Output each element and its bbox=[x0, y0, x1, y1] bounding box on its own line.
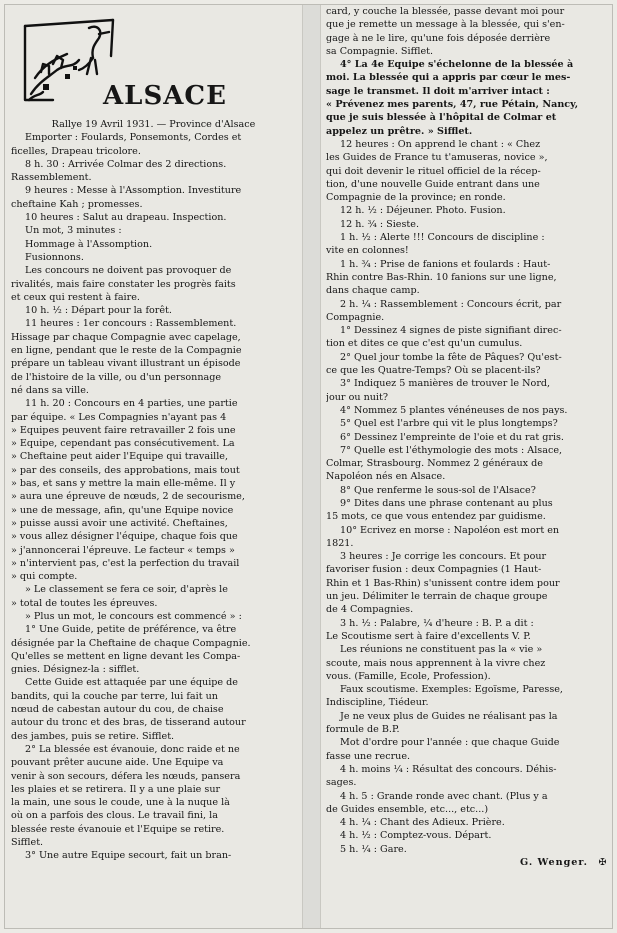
text-line: » vous allez désigner l'équipe, chaque fois que bbox=[11, 531, 238, 543]
column-gutter bbox=[302, 5, 321, 928]
text-line: 2° La blessée est évanouie, donc raide et ne bbox=[25, 743, 240, 755]
text-line: 2 h. ¼ : Rassemblement : Concours écrit, par bbox=[340, 298, 562, 310]
text-line: Rhin et 1 Bas-Rhin) s'unissent contre idem pour bbox=[326, 577, 560, 589]
text-line: que je remette un message à la blessée, qui s'en- bbox=[326, 19, 565, 31]
cross-icon: ✠ bbox=[598, 857, 607, 868]
text-line: gage à ne le lire, qu'une fois déposée derrière bbox=[326, 32, 551, 44]
text-line: 5° Quel est l'arbre qui vit le plus longtemps? bbox=[340, 418, 558, 430]
text-line: » Equipes peuvent faire retravailler 2 fois une bbox=[11, 424, 236, 436]
text-line: pouvant prêter aucune aide. Une Equipe va bbox=[11, 757, 224, 769]
text-line: prépare un tableau vivant illustrant un épisode bbox=[11, 358, 241, 370]
right-column bbox=[320, 5, 612, 928]
text-line: Un mot, 3 minutes : bbox=[25, 225, 122, 237]
logo-word: ALSACE bbox=[103, 81, 227, 111]
text-line: » Equipe, cependant pas consécutivement. La bbox=[11, 438, 235, 450]
text-line: Colmar, Strasbourg. Nommez 2 généraux de bbox=[326, 458, 543, 470]
text-line: » aura une épreuve de nœuds, 2 de secourisme, bbox=[11, 491, 245, 503]
text-line: formule de B.P. bbox=[326, 724, 400, 736]
text-line: Compagnie. bbox=[326, 311, 385, 323]
text-line: en ligne, pendant que le reste de la Compagnie bbox=[11, 345, 242, 357]
text-line: tion et dites ce que c'est qu'un cumulus. bbox=[326, 338, 523, 350]
text-line: rivalités, mais faire constater les progrès faits bbox=[11, 278, 236, 290]
text-line: venir à son secours, défera les nœuds, pansera bbox=[11, 770, 241, 782]
text-line: moi. La blessée qui a appris par cœur le mes- bbox=[326, 72, 571, 84]
text-line: » j'annoncerai l'épreuve. Le facteur « temps » bbox=[11, 544, 235, 556]
text-line: dans chaque camp. bbox=[326, 285, 420, 297]
text-line: 6° Dessinez l'empreinte de l'oie et du rat gris. bbox=[340, 431, 564, 443]
text-line: » Le classement se fera ce soir, d'après le bbox=[25, 584, 228, 596]
text-line: gnies. Désignez-la : sifflet. bbox=[11, 664, 140, 676]
text-line: de 4 Compagnies. bbox=[326, 604, 414, 616]
text-line: 3° Indiquez 5 manières de trouver le Nord, bbox=[340, 378, 551, 390]
text-line: Les concours ne doivent pas provoquer de bbox=[25, 265, 232, 277]
left-text bbox=[11, 118, 296, 863]
text-line: 10 heures : Salut au drapeau. Inspection. bbox=[25, 212, 227, 224]
text-line: Fusionnons. bbox=[25, 251, 84, 263]
text-line: Rhin contre Bas-Rhin. 10 fanions sur une ligne, bbox=[326, 271, 557, 283]
text-line: 1 h. ½ : Alerte !!! Concours de discipline : bbox=[340, 232, 545, 244]
text-line: » puisse aussi avoir une activité. Cheftaines, bbox=[11, 517, 228, 529]
text-line: 11 heures : 1er concours : Rassemblement. bbox=[25, 318, 237, 330]
text-line: Hommage à l'Assomption. bbox=[25, 238, 153, 250]
text-line: 8 h. 30 : Arrivée Colmar des 2 directions. bbox=[25, 158, 227, 170]
text-line: 15 mots, ce que vous entendez par guidisme. bbox=[326, 511, 546, 523]
text-line: par équipe. « Les Compagnies n'ayant pas 4 bbox=[11, 411, 227, 423]
text-line: 2° Quel jour tombe la fête de Pâques? Qu'est- bbox=[340, 351, 562, 363]
text-line: des jambes, puis se retire. Sifflet. bbox=[11, 730, 175, 742]
text-line: cheftaine Kah ; promesses. bbox=[11, 198, 143, 210]
text-line: ficelles, Drapeau tricolore. bbox=[11, 145, 141, 157]
signature: G. Wenger. bbox=[520, 857, 588, 868]
text-line: un jeu. Délimiter le terrain de chaque groupe bbox=[326, 591, 548, 603]
text-line: né dans sa ville. bbox=[11, 384, 89, 396]
text-line: les Guides de France tu t'amuseras, novice », bbox=[326, 152, 548, 164]
text-line: » bas, et sans y mettre la main elle-même. Il y bbox=[11, 478, 236, 490]
text-line: Cette Guide est attaquée par une équipe de bbox=[25, 677, 238, 689]
text-line: et ceux qui restent à faire. bbox=[11, 291, 140, 303]
text-line: 12 heures : On apprend le chant : « Chez bbox=[340, 138, 541, 150]
text-line: 4 h. 5 : Grande ronde avec chant. (Plus y a bbox=[340, 790, 548, 802]
text-line: 4 h. ½ : Comptez-vous. Départ. bbox=[340, 830, 492, 842]
text-line: Mot d'ordre pour l'année : que chaque Guide bbox=[340, 737, 560, 749]
right-text bbox=[326, 5, 608, 856]
text-line: Emporter : Foulards, Ponsemonts, Cordes et bbox=[25, 132, 242, 144]
text-line: 10 h. ½ : Départ pour la forêt. bbox=[25, 305, 172, 317]
text-line: sage le transmet. Il doit m'arriver intact : bbox=[326, 85, 550, 97]
text-line: 1821. bbox=[326, 537, 354, 549]
text-line: sages. bbox=[326, 777, 357, 789]
text-line: 4 h. ¼ : Chant des Adieux. Prière. bbox=[340, 817, 505, 829]
text-line: 4° Nommez 5 plantes vénéneuses de nos pays. bbox=[340, 404, 568, 416]
text-line: Sifflet. bbox=[11, 837, 44, 849]
text-line: Je ne veux plus de Guides ne réalisant pas la bbox=[340, 710, 558, 722]
text-line: 9° Dites dans une phrase contenant au plus bbox=[340, 497, 553, 509]
text-line: la main, une sous le coude, une à la nuque là bbox=[11, 797, 230, 809]
text-line: card, y couche la blessée, passe devant moi pour bbox=[326, 6, 565, 17]
text-line: où on a parfois des clous. Le travail fini, la bbox=[11, 810, 218, 822]
text-line: 12 h. ½ : Déjeuner. Photo. Fusion. bbox=[340, 205, 506, 217]
text-line: 9 heures : Messe à l'Assomption. Investiture bbox=[25, 185, 242, 197]
text-line: les plaies et se retirera. Il y a une plaie sur bbox=[11, 783, 221, 795]
text-line: sa Compagnie. Sifflet. bbox=[326, 45, 434, 57]
text-line: » Plus un mot, le concours est commencé » : bbox=[25, 610, 242, 622]
text-line: autour du tronc et des bras, de tisserand autour bbox=[11, 717, 246, 729]
text-line: Napoléon nés en Alsace. bbox=[326, 471, 446, 483]
text-line: appelez un prêtre. » Sifflet. bbox=[326, 125, 473, 137]
signature-row bbox=[326, 856, 608, 869]
text-line: 8° Que renferme le sous-sol de l'Alsace? bbox=[340, 484, 536, 496]
text-line: » par des conseils, des approbations, mais tout bbox=[11, 464, 240, 476]
text-line: vous. (Famille, Ecole, Profession). bbox=[326, 670, 491, 682]
text-line: 4° La 4e Equipe s'échelonne de la blessée à bbox=[340, 59, 574, 71]
text-line: ce que les Quatre-Temps? Où se placent-ils? bbox=[326, 365, 541, 377]
text-line: Faux scoutisme. Exemples: Egoïsme, Paresse, bbox=[340, 684, 563, 696]
text-line: 1° Une Guide, petite de préférence, va être bbox=[25, 624, 237, 636]
text-line: 3 heures : Je corrige les concours. Et pour bbox=[340, 551, 547, 563]
text-line: « Prévenez mes parents, 47, rue Pétain, Nancy, bbox=[326, 99, 579, 111]
text-line: jour ou nuit? bbox=[326, 391, 388, 403]
text-line: tion, d'une nouvelle Guide entrant dans une bbox=[326, 178, 540, 190]
text-line: » n'intervient pas, c'est la perfection du travail bbox=[11, 557, 240, 569]
text-line: de Guides ensemble, etc..., etc...) bbox=[326, 803, 489, 815]
text-line: qui doit devenir le rituel officiel de la récep- bbox=[326, 165, 541, 177]
alsace-logo bbox=[11, 8, 296, 118]
text-line: » une de message, afin, qu'une Equipe novice bbox=[11, 504, 234, 516]
text-line: Qu'elles se mettent en ligne devant les Compa- bbox=[11, 650, 241, 662]
text-line: que je suis blessée à l'hôpital de Colmar et bbox=[326, 112, 557, 124]
text-line: 11 h. 20 : Concours en 4 parties, une partie bbox=[25, 398, 238, 410]
text-line: 7° Quelle est l'éthymologie des mots : Alsace, bbox=[340, 444, 563, 456]
text-line: Compagnie de la province; en ronde. bbox=[326, 192, 506, 204]
text-line: Indiscipline, Tiédeur. bbox=[326, 697, 429, 709]
text-line: 3° Une autre Equipe secourt, fait un bran- bbox=[25, 850, 232, 862]
text-line: Hissage par chaque Compagnie avec capelage, bbox=[11, 331, 241, 343]
text-line: favoriser fusion : deux Compagnies (1 Haut- bbox=[326, 564, 542, 576]
scanned-page bbox=[4, 4, 613, 929]
text-line: 1° Dessinez 4 signes de piste signifiant direc- bbox=[340, 325, 562, 337]
text-line: » Cheftaine peut aider l'Equipe qui travaille, bbox=[11, 451, 228, 463]
text-line: 4 h. moins ¼ : Résultat des concours. Déhis- bbox=[340, 763, 557, 775]
text-line: » qui compte. bbox=[11, 571, 78, 583]
text-line: 1 h. ¾ : Prise de fanions et foulards : Haut- bbox=[340, 258, 551, 270]
text-line: désignée par la Cheftaine de chaque Compagnie. bbox=[11, 637, 251, 649]
text-line: Rallye 19 Avril 1931. — Province d'Alsace bbox=[51, 119, 256, 130]
text-line: Rassemblement. bbox=[11, 172, 92, 184]
text-line: vite en colonnes! bbox=[326, 245, 409, 257]
text-line: 3 h. ½ : Palabre, ¼ d'heure : B. P. a dit : bbox=[340, 617, 534, 629]
text-line: 10° Ecrivez en morse : Napoléon est mort en bbox=[340, 524, 560, 536]
text-line: fasse une recrue. bbox=[326, 750, 411, 762]
text-line: de l'histoire de la ville, ou d'un personnage bbox=[11, 371, 222, 383]
text-line: bandits, qui la couche par terre, lui fait un bbox=[11, 690, 218, 702]
text-line: Le Scoutisme sert à faire d'excellents V. P. bbox=[326, 630, 531, 642]
left-column bbox=[5, 5, 301, 928]
text-line: Les réunions ne constituent pas la « vie » bbox=[340, 644, 543, 656]
text-line: blessée reste évanouie et l'Equipe se retire. bbox=[11, 823, 225, 835]
text-line: 5 h. ¼ : Gare. bbox=[340, 843, 407, 855]
text-line: nœud de cabestan autour du cou, de chaise bbox=[11, 704, 224, 716]
text-line: » total de toutes les épreuves. bbox=[11, 597, 158, 609]
text-line: 12 h. ¾ : Sieste. bbox=[340, 218, 419, 230]
text-line: scoute, mais nous apprennent à la vivre chez bbox=[326, 657, 546, 669]
